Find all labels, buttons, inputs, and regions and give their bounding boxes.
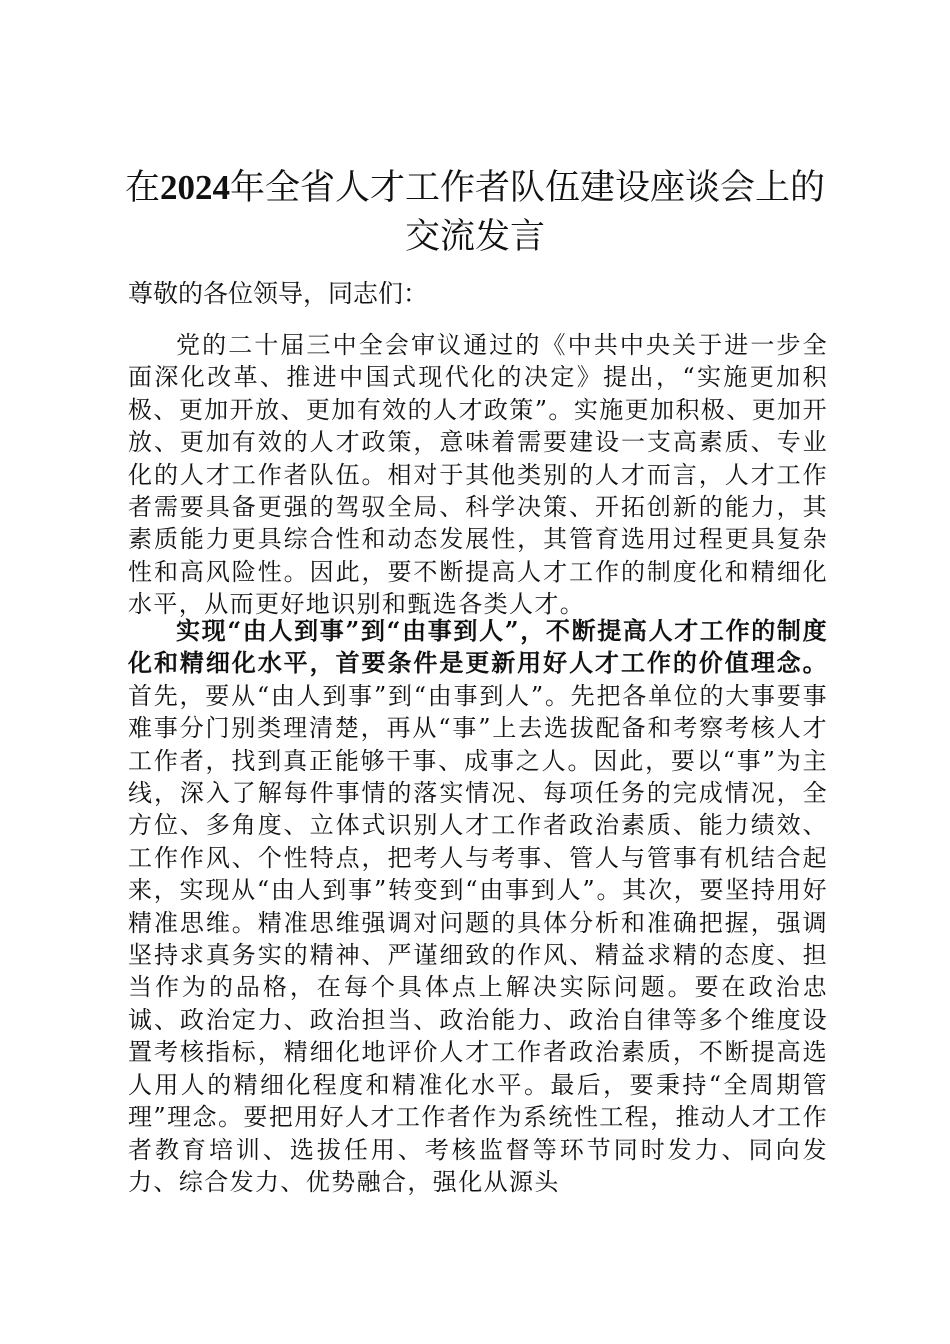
- paragraph-2-lead: 实现“由人到事”到“由事到人”，不断提高人才工作的制度化和精细化水平，首要条件是更新用好人才工作的价值理念。: [128, 616, 828, 678]
- paragraph-2-body: 首先，要从“由人到事”到“由事到人”。先把各单位的大事要事难事分门别类理清楚，再从“事”上去选拔配备和考察考核人才工作者，找到真正能够干事、成事之人。因此，要以“事”为主线，深入了解每件事情的落实情况、每项任务的完成情况，全方位、多角度、立体式识别人才工作者政治素质、能力绩效、工作作风、个性特点，把考人与考事、管人与管事有机结合起来，实现从“由人到事”转变到“由事到人”。其次，要坚持用好精准思维。精准思维强调对问题的具体分析和准确把握，强调坚持求真务实的精神、严谨细致的作风、精益求精的态度、担当作为的品格，在每个具体点上解决实际问题。要在政治忠诚、政治定力、政治担当、政治能力、政治自律等多个维度设置考核指标，精细化地评价人才工作者政治素质，不断提高选人用人的精细化程度和精准化水平。最后，要秉持“全周期管理”理念。要把用好人才工作者作为系统性工程，推动人才工作者教育培训、选拔任用、考核监督等环节同时发力、同向发力、综合发力、优势融合，强化从源头: [128, 681, 828, 1196]
- title-suffix: 年全省人才工作者队伍建设座谈会上的交流发言: [230, 168, 826, 257]
- title-year: 2024: [160, 168, 230, 207]
- paragraph-2: [128, 615, 828, 1198]
- document-title: [120, 163, 830, 262]
- salutation: 尊敬的各位领导，同志们：: [128, 279, 429, 308]
- title-prefix: 在: [124, 168, 160, 208]
- paragraph-1: 党的二十届三中全会审议通过的《中共中央关于进一步全面深化改革、推进中国式现代化的决定》提出，“实施更加积极、更加开放、更加有效的人才政策”。实施更加积极、更加开放、更加有效的人才政策，意味着需要建设一支高素质、专业化的人才工作者队伍。相对于其他类别的人才而言，人才工作者需要具备更强的驾驭全局、科学决策、开拓创新的能力，其素质能力更具综合性和动态发展性，其管育选用过程更具复杂性和高风险性。因此，要不断提高人才工作的制度化和精细化水平，从而更好地识别和甄选各类人才。: [128, 331, 828, 619]
